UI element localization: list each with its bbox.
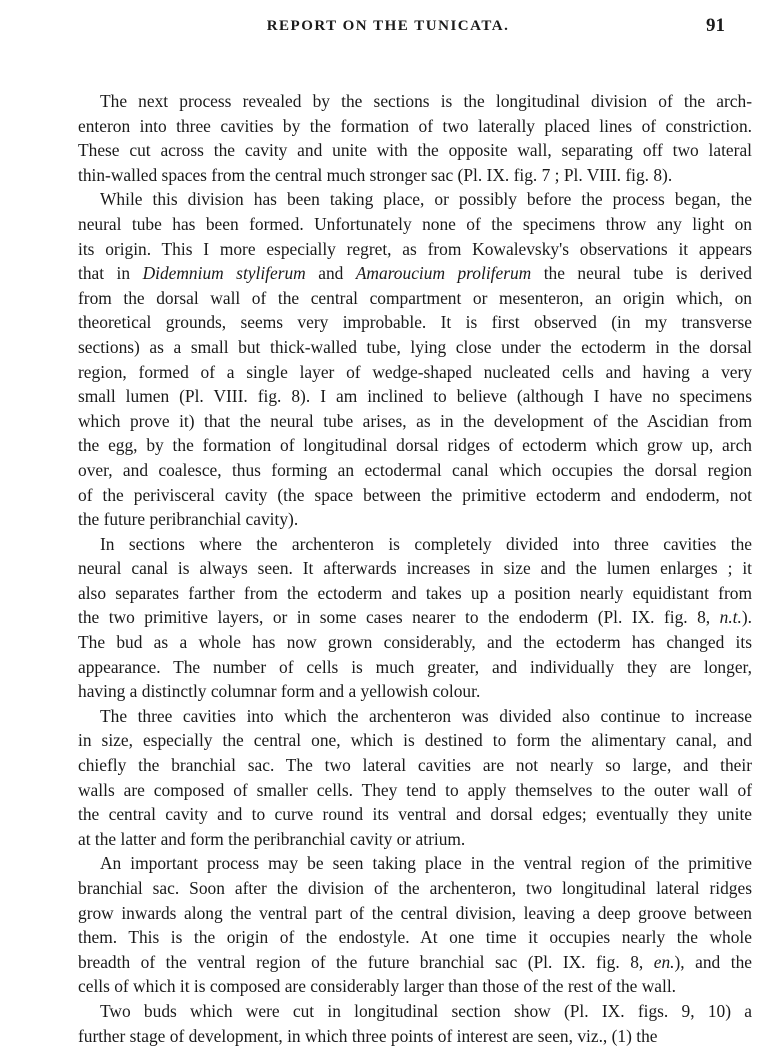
text-line — [78, 655, 752, 680]
paragraph — [78, 999, 752, 1048]
italic-term: en. — [653, 951, 675, 972]
italic-term: Didemnium styliferum — [142, 263, 306, 284]
running-head: REPORT ON THE TUNICATA. — [266, 18, 510, 34]
text-segment: The next process revealed by the sections is the longitudinal division of the arch- — [100, 91, 752, 111]
paragraph — [78, 532, 752, 704]
text-segment: chiefly the branchial sac. The two lateral cavities are not nearly so large, and their — [78, 755, 752, 776]
text-segment: ), and the — [674, 951, 752, 972]
text-line — [78, 679, 752, 704]
text-line — [78, 212, 752, 237]
text-segment: of the perivisceral cavity (the space between the primitive ectoderm and endoderm, not — [78, 484, 752, 505]
paragraph — [78, 704, 752, 852]
text-line — [78, 1024, 752, 1049]
text-line — [78, 187, 752, 212]
text-line — [78, 556, 752, 581]
text-line — [78, 778, 752, 803]
text-segment: region, formed of a single layer of wedge-shaped nucleated cells and having a very — [78, 361, 752, 382]
text-line — [78, 950, 752, 975]
text-line — [78, 925, 752, 950]
body-text — [78, 89, 752, 1048]
text-segment: which prove it) that the neural tube arises, as in the development of the Ascidian from — [78, 410, 752, 431]
text-line — [78, 728, 752, 753]
text-segment: the central cavity and to curve round its ventral and dorsal edges; eventually they unite — [78, 804, 752, 825]
text-line — [78, 802, 752, 827]
text-segment: also separates farther from the ectoderm and takes up a position nearly equidistant from — [78, 582, 752, 603]
text-line — [78, 901, 752, 926]
text-line — [78, 532, 752, 557]
text-segment: walls are composed of smaller cells. They tend to apply themselves to the outer wall of — [78, 779, 752, 800]
text-line — [78, 114, 752, 139]
text-line — [78, 138, 752, 163]
text-segment: the future peribranchial cavity). — [78, 509, 299, 530]
text-segment: Two buds which were cut in longitudinal section show (Pl. IX. figs. 9, 10) a — [100, 1000, 752, 1021]
text-segment: appearance. The number of cells is much greater, and individually they are longer, — [78, 656, 752, 677]
text-segment: neural tube has been formed. Unfortunately none of the specimens throw any light on — [78, 213, 752, 234]
text-segment: having a distinctly columnar form and a yellowish colour. — [78, 681, 481, 702]
text-segment: its origin. This I more especially regret, as from Kowalevsky's observations it appears — [78, 238, 752, 259]
text-line — [78, 876, 752, 901]
text-line — [78, 310, 752, 335]
text-segment: theoretical grounds, seems very improbable. It is first observed (in my transverse — [78, 312, 752, 333]
text-segment: In sections where the archenteron is completely divided into three cavities the — [100, 533, 752, 554]
text-line — [78, 507, 752, 532]
text-segment: them. This is the origin of the endostyle. At one time it occupies nearly the whole — [78, 927, 752, 948]
italic-term: Amaroucium proliferum — [355, 263, 532, 284]
text-segment: and — [305, 263, 356, 284]
text-line — [78, 974, 752, 999]
text-segment: the neural tube is derived — [531, 263, 752, 284]
text-segment: The bud as a whole has now grown considerably, and the ectoderm has changed its — [78, 632, 752, 653]
text-line — [78, 458, 752, 483]
text-segment: ). — [741, 607, 752, 628]
text-line — [78, 630, 752, 655]
italic-term: n.t. — [719, 607, 742, 628]
text-segment: further stage of development, in which three points of interest are seen, viz., (1) the — [78, 1025, 658, 1046]
text-line — [78, 827, 752, 852]
page-number: 91 — [706, 15, 725, 36]
text-line — [78, 360, 752, 385]
paragraph — [78, 187, 752, 531]
text-segment: at the latter and form the peribranchial cavity or atrium. — [78, 828, 466, 849]
text-line — [78, 163, 752, 188]
text-segment: cells of which it is composed are considerably larger than those of the rest of the wall. — [78, 976, 677, 997]
text-segment: the egg, by the formation of longitudinal dorsal ridges of ectoderm which grow up, arch — [78, 435, 752, 456]
text-line — [78, 384, 752, 409]
text-segment: the two primitive layers, or in some cases nearer to the endoderm (Pl. IX. fig. 8, — [78, 607, 720, 628]
text-segment: An important process may be seen taking place in the ventral region of the primitive — [100, 853, 752, 874]
text-line — [78, 237, 752, 262]
text-line — [78, 261, 752, 286]
text-segment: that in — [78, 263, 143, 284]
text-segment: breadth of the ventral region of the future branchial sac (Pl. IX. fig. 8, — [78, 951, 654, 972]
text-segment: from the dorsal wall of the central compartment or mesenteron, an origin which, on — [78, 287, 752, 308]
text-line — [78, 483, 752, 508]
text-line — [78, 999, 752, 1024]
text-line — [78, 704, 752, 729]
text-segment: neural canal is always seen. It afterwards increases in size and the lumen enlarges ; it — [78, 558, 752, 579]
text-segment: branchial sac. Soon after the division of the archenteron, two longitudinal lateral ridges — [78, 878, 752, 898]
text-line — [78, 753, 752, 778]
text-segment: thin-walled spaces from the central much stronger sac (Pl. IX. fig. 7 ; Pl. VIII. fig. 8). — [78, 164, 673, 185]
text-line — [78, 286, 752, 311]
text-line — [78, 433, 752, 458]
text-line — [78, 605, 752, 630]
text-segment: enteron into three cavities by the formation of two laterally placed lines of constriction. — [78, 115, 752, 136]
text-segment: The three cavities into which the archenteron was divided also continue to increase — [100, 705, 752, 726]
text-line — [78, 335, 752, 360]
paragraph — [78, 89, 752, 187]
text-segment: in size, especially the central one, which is destined to form the alimentary canal, and — [78, 730, 752, 751]
text-line — [78, 581, 752, 606]
text-segment: grow inwards along the ventral part of the central division, leaving a deep groove between — [78, 902, 752, 923]
text-line — [78, 409, 752, 434]
text-segment: These cut across the cavity and unite with the opposite wall, separating off two lateral — [78, 140, 752, 161]
text-line — [78, 89, 752, 114]
text-segment: small lumen (Pl. VIII. fig. 8). I am inclined to believe (although I have no specimens — [78, 386, 752, 407]
text-segment: over, and coalesce, thus forming an ectodermal canal which occupies the dorsal region — [78, 459, 752, 480]
paragraph — [78, 851, 752, 999]
text-segment: While this division has been taking place, or possibly before the process began, the — [100, 189, 752, 210]
text-line — [78, 851, 752, 876]
text-segment: sections) as a small but thick-walled tube, lying close under the ectoderm in the dorsal — [78, 336, 752, 357]
